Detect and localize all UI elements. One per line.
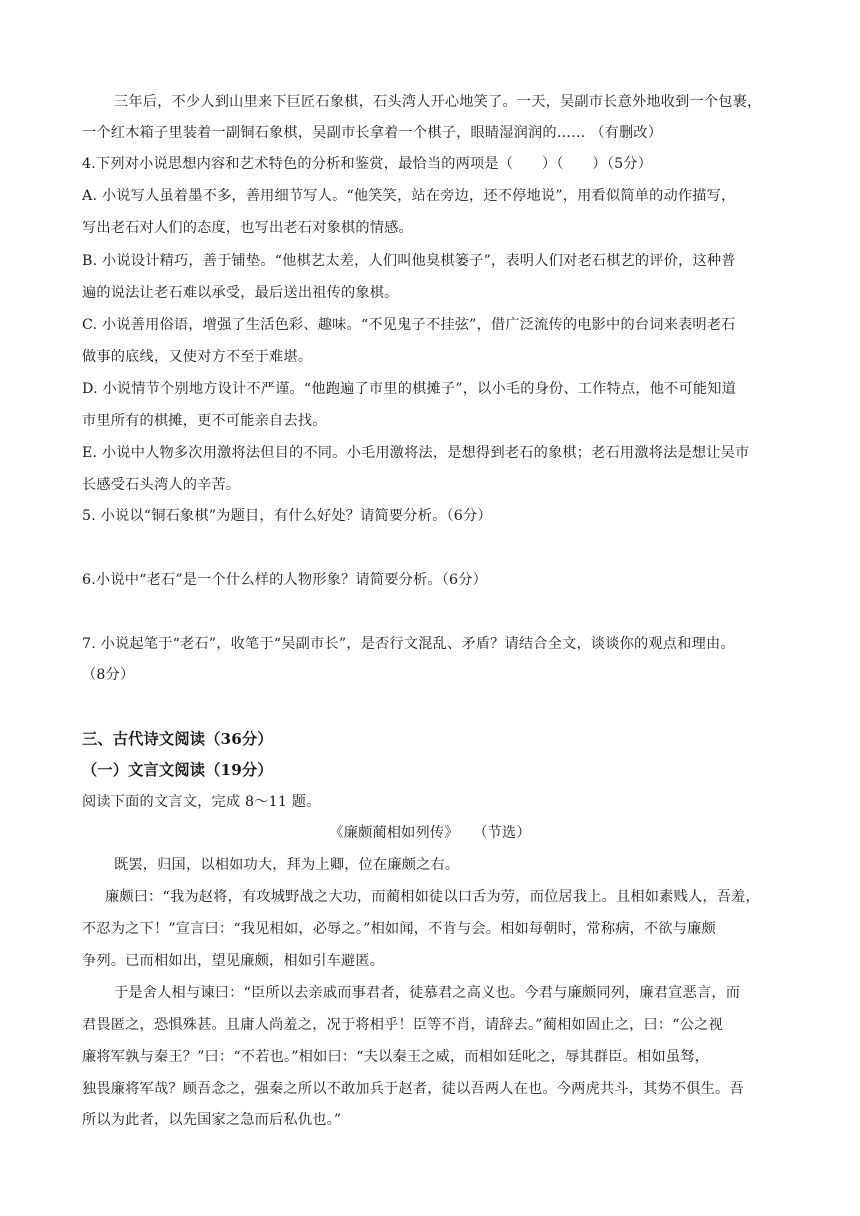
option-a-line-2: 写出老石对人们的态度，也写出老石对象棋的情感。 [82, 220, 413, 236]
option-e-line-1: E. 小说中人物多次用激将法但目的不同。小毛用激将法，是想得到老石的象棋；老石用激将法是想让吴市 [82, 445, 750, 461]
passage-line-5: 于是舍人相与谏曰：“臣所以去亲戚而事君者，徒慕君之高义也。今君与廉颇同列，廉君宣恶言，而 [114, 985, 741, 1001]
passage-line-6: 君畏匿之，恐惧殊甚。且庸人尚羞之，况于将相乎！臣等不肖，请辞去。”蔺相如固止之，曰：“公之视 [82, 1017, 723, 1033]
passage-line-2: 廉颇曰：“我为赵将，有攻城野战之大功，而蔺相如徒以口舌为劳，而位居我上。且相如素贱人，吾羞， [105, 889, 760, 905]
option-d-line-2: 市里所有的棋摊，更不可能亲自去找。 [82, 413, 327, 429]
reading-instruction: 阅读下面的文言文，完成 8～11 题。 [82, 794, 321, 810]
option-d-line-1: D. 小说情节个别地方设计不严谨。“他跑遍了市里的棋摊子”，以小毛的身份、工作特点，他不可能知道 [82, 381, 737, 397]
passage-line-7: 廉将军孰与秦王？”曰：“不若也。”相如曰：“夫以秦王之威，而相如廷叱之，辱其群臣。相如虽驽， [82, 1049, 709, 1065]
passage-line-3: 不忍为之下！”宣言曰：“我见相如，必辱之。”相如闻，不肯与会。相如每朝时，常称病，不欲与廉颇 [82, 921, 716, 937]
passage-line-1: 既罢，归国，以相如功大，拜为上卿，位在廉颇之右。 [114, 857, 460, 873]
passage-title: 《廉颇蔺相如列传》 （节选） [329, 825, 531, 841]
passage-line-4: 争列。已而相如出，望见廉颇，相如引车避匿。 [82, 953, 385, 969]
option-c-line-2: 做事的底线，又使对方不至于难堪。 [82, 349, 313, 365]
option-a-line-1: A. 小说写人虽着墨不多，善用细节写人。“他笑笑，站在旁边，还不停地说”，用看似简单的动作描写， [82, 188, 736, 204]
passage-line-9: 所以为此者，以先国家之急而后私仇也。” [82, 1112, 342, 1128]
question-4: 4.下列对小说思想内容和艺术特色的分析和鉴赏，最恰当的两项是（ ）（ ）（5分） [82, 156, 653, 172]
option-b-line-2: 遍的说法让老石难以承受，最后送出祖传的象棋。 [82, 285, 399, 301]
section-3-heading: 三、古代诗文阅读（36分） [82, 730, 273, 748]
option-b-line-1: B. 小说设计精巧，善于铺垫。“他棋艺太差，人们叫他臭棋篓子”，表明人们对老石棋艺的评价，这种普 [82, 253, 736, 269]
story-paragraph-line-1: 三年后，不少人到山里来下巨匠石象棋，石头湾人开心地笑了。一天，吴副市长意外地收到一个包裹， [114, 94, 762, 110]
question-6: 6.小说中“老石”是一个什么样的人物形象？请简要分析。（6分） [82, 572, 488, 588]
option-c-line-1: C. 小说善用俗语，增强了生活色彩、趣味。“不见鬼子不挂弦”，借广泛流传的电影中的台词来表明老石 [82, 317, 736, 333]
question-5: 5. 小说以“铜石象棋”为题目，有什么好处？请简要分析。（6分） [82, 508, 492, 524]
question-7-line-1: 7. 小说起笔于“老石”，收笔于“吴副市长”，是否行文混乱、矛盾？请结合全文，谈谈你的观点和理由。 [82, 636, 735, 652]
question-7-line-2: （8分） [82, 667, 135, 683]
option-e-line-2: 长感受石头湾人的辛苦。 [82, 477, 241, 493]
story-paragraph-line-2: 一个红木箱子里装着一副铜石象棋，吴副市长拿着一个棋子，眼睛湿润润的…… （有删改） [82, 125, 663, 141]
subsection-1-heading: （一）文言文阅读（19分） [82, 761, 273, 779]
passage-line-8: 独畏廉将军哉？顾吾念之，强秦之所以不敢加兵于赵者，徒以吾两人在也。今两虎共斗，其势不俱生。吾 [82, 1081, 744, 1097]
